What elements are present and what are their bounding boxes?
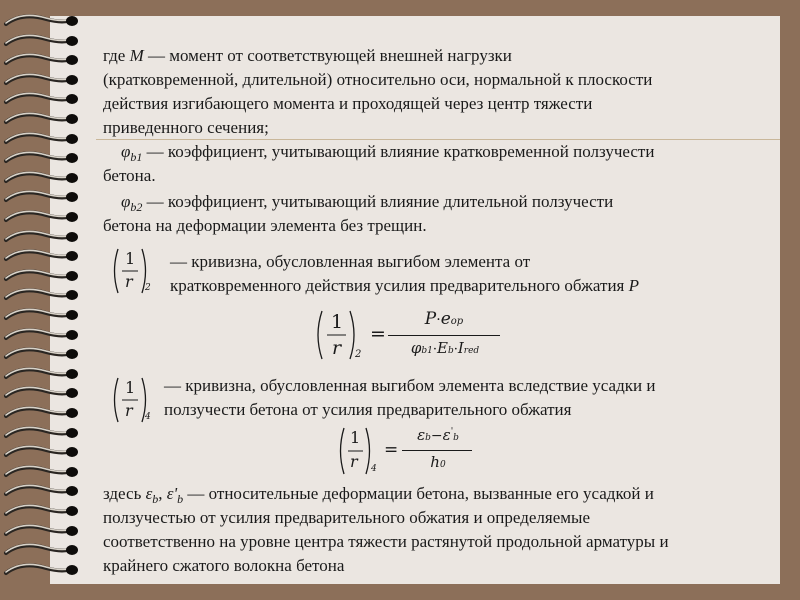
spiral-ring [2, 426, 80, 440]
formula-2 [312, 305, 502, 365]
formula2-r: r [332, 337, 342, 359]
spiral-ring [2, 210, 80, 224]
formula4-sub: 4 [371, 464, 377, 474]
phi-b1-line: $\varphi_{b1}$ — коэффициент, учитывающий влияние кратковременной ползучести [121, 142, 655, 164]
para1-line1: где M — момент от соответствующей внешней нагрузки [103, 46, 512, 65]
spiral-ring [2, 504, 80, 518]
curv4-symbol [110, 374, 156, 426]
formula2-denominator: φb1·Eb·Ired [410, 339, 480, 357]
curv4-one: 1 [125, 378, 136, 397]
spiral-ring [2, 386, 80, 400]
formula2-numerator: P·eop [424, 309, 464, 329]
formula2-fraction-bar [388, 335, 500, 336]
curv2-line2: кратковременного действия усилия предварительного обжатия P [170, 276, 640, 295]
spiral-ring [2, 112, 80, 126]
spiral-ring [2, 249, 80, 263]
spiral-ring [2, 563, 80, 577]
spiral-ring [2, 269, 80, 283]
spiral-ring [2, 53, 80, 67]
spiral-ring [2, 367, 80, 381]
curv4-line2: ползучести бетона от усилия предварительного обжатия [164, 400, 572, 419]
spiral-ring [2, 406, 80, 420]
curv2-one: 1 [125, 249, 136, 268]
formula4-eq: = [384, 440, 399, 460]
spiral-ring [2, 445, 80, 459]
curv2-sub: 2 [145, 283, 151, 293]
curv4-r: r [125, 401, 133, 420]
spiral-ring [2, 34, 80, 48]
spiral-ring [2, 190, 80, 204]
formula2-eq: = [370, 323, 386, 345]
curv2-r: r [125, 272, 133, 291]
spiral-ring [2, 92, 80, 106]
formula4-denominator: h0 [430, 453, 446, 471]
para1-line4: приведенного сечения; [103, 118, 269, 137]
last-line2: ползучестью от усилия предварительного обжатия и определяемые [103, 508, 590, 527]
spiral-ring [2, 347, 80, 361]
formula-4 [336, 424, 476, 478]
curv2-symbol [110, 245, 156, 297]
spiral-ring [2, 484, 80, 498]
curv4-line1: — кривизна, обусловленная выгибом элемента вследствие усадки и [164, 376, 656, 395]
formula2-one: 1 [331, 311, 344, 333]
para1-line2: (кратковременной, длительной) относительно оси, нормальной к плоскости [103, 70, 653, 89]
spiral-binding [2, 14, 82, 584]
spiral-ring [2, 288, 80, 302]
last-line3: соответственно на уровне центра тяжести растянутой продольной арматуры и [103, 532, 669, 551]
spiral-ring [2, 524, 80, 538]
formula4-fraction-bar [402, 450, 472, 451]
spiral-ring [2, 308, 80, 322]
para1-line3: действия изгибающего момента и проходящей через центр тяжести [103, 94, 593, 113]
curv2-line1: — кривизна, обусловленная выгибом элемента от [170, 252, 531, 271]
phi-b2-line: $\varphi_{b2}$ — коэффициент, учитывающий влияние длительной ползучести [121, 192, 614, 214]
spiral-ring [2, 132, 80, 146]
curv4-sub: 4 [145, 412, 151, 422]
formula2-sub: 2 [355, 349, 362, 360]
phi-b2-cont: бетона на деформации элемента без трещин. [103, 216, 427, 235]
last-line1: здесь $\varepsilon_b$, $\varepsilon'_b$ — относительные деформации бетона, вызванные его усадкой и [103, 484, 654, 506]
last-line4: крайнего сжатого волокна бетона [103, 556, 345, 575]
formula4-r: r [350, 452, 358, 471]
spiral-ring [2, 465, 80, 479]
spiral-ring [2, 543, 80, 557]
phi-b1-cont: бетона. [103, 166, 156, 185]
spiral-ring [2, 328, 80, 342]
spiral-ring [2, 230, 80, 244]
formula4-numerator: εb−ε'b [417, 426, 459, 444]
formula4-one: 1 [350, 428, 361, 447]
spiral-ring [2, 73, 80, 87]
spiral-ring [2, 171, 80, 185]
spiral-ring [2, 151, 80, 165]
spiral-ring [2, 14, 80, 28]
